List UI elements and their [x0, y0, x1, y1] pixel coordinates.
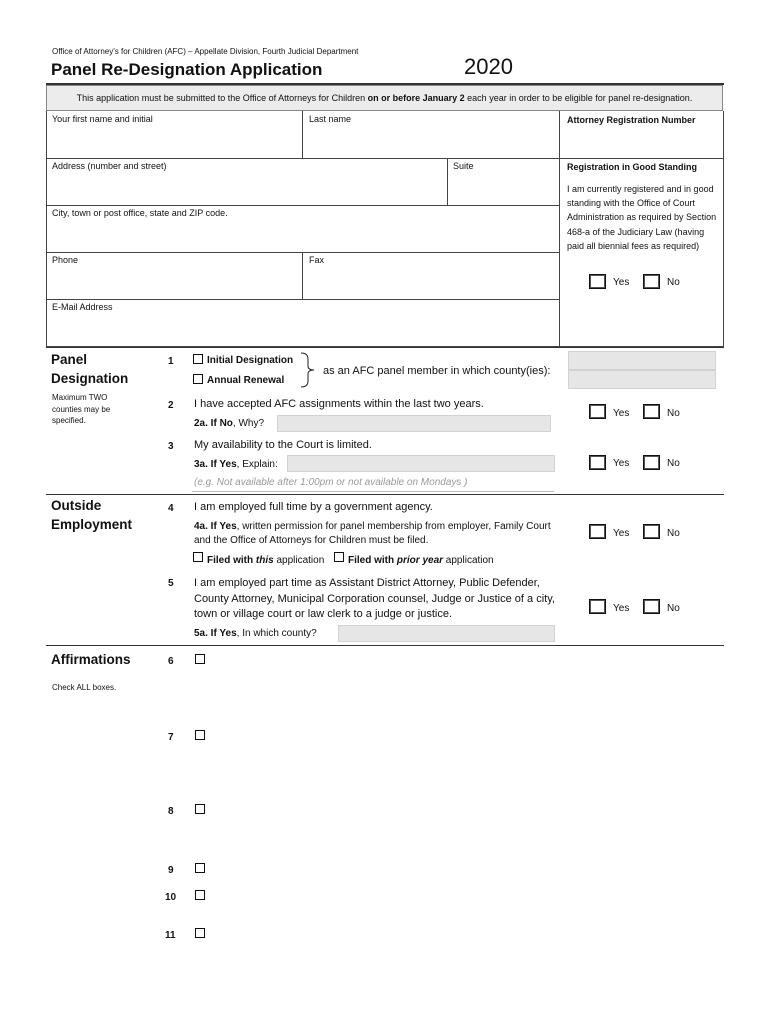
- question-5a-field[interactable]: [338, 625, 555, 642]
- yes-label: Yes: [613, 408, 630, 419]
- filed-this-year-label: Filed with this application: [207, 555, 325, 566]
- affirmation-8-checkbox[interactable]: [195, 804, 205, 814]
- address-field[interactable]: [47, 173, 446, 204]
- question-2-yes-checkbox[interactable]: [589, 404, 606, 419]
- panel-designation-note: Maximum TWO counties may be specified.: [52, 393, 111, 425]
- email-label: E-Mail Address: [52, 302, 113, 312]
- section-rule: [46, 645, 724, 646]
- affirmation-10-checkbox[interactable]: [195, 890, 205, 900]
- grid-row-line: [46, 252, 560, 253]
- question-5-yes-checkbox[interactable]: [589, 599, 606, 614]
- outside-employment-title: Outside Employment: [51, 498, 133, 532]
- yes-label: Yes: [613, 458, 630, 469]
- question-5-no-checkbox[interactable]: [643, 599, 660, 614]
- fax-field[interactable]: [303, 267, 558, 298]
- good-standing-text: I am currently registered and in good standing with the Office of Court Administration as required by Section 468-a of the Judiciary Law (having paid all biennial fees as required): [567, 184, 717, 251]
- question-4-yes-checkbox[interactable]: [589, 524, 606, 539]
- question-4-no-checkbox[interactable]: [643, 524, 660, 539]
- question-2a-field[interactable]: [277, 415, 551, 432]
- city-label: City, town or post office, state and ZIP code.: [52, 208, 228, 218]
- item-number: 4: [168, 503, 174, 514]
- item-number: 7: [168, 732, 174, 743]
- question-3-no-checkbox[interactable]: [643, 455, 660, 470]
- question-2-no-checkbox[interactable]: [643, 404, 660, 419]
- registration-number-label: Attorney Registration Number: [567, 115, 696, 125]
- question-4-text: I am employed full time by a government agency.: [194, 501, 433, 513]
- last-name-label: Last name: [309, 114, 352, 124]
- item-number: 11: [165, 930, 176, 941]
- grid-border-right: [723, 111, 724, 347]
- grid-row-line: [46, 158, 724, 159]
- question-5a-label: 5a. If Yes, In which county?: [194, 628, 317, 639]
- affirmation-6-checkbox[interactable]: [195, 654, 205, 664]
- affirmation-7-checkbox[interactable]: [195, 730, 205, 740]
- no-label: No: [667, 458, 680, 469]
- first-name-field[interactable]: [47, 126, 301, 157]
- organization-line: Office of Attorney's for Children (AFC) – Appellate Division, Fourth Judicial Department: [52, 47, 359, 56]
- item-number: 10: [165, 892, 177, 903]
- good-standing-title: Registration in Good Standing: [567, 162, 697, 172]
- item-number: 1: [168, 356, 174, 367]
- section-rule: [46, 347, 724, 348]
- no-label: No: [667, 408, 680, 419]
- question-3a-field[interactable]: [287, 455, 555, 472]
- county-1-field[interactable]: [568, 351, 716, 370]
- section-rule: [46, 494, 724, 495]
- question-3-example: (e.g. Not available after 1:00pm or not available on Mondays ): [194, 477, 468, 488]
- yes-label: Yes: [613, 277, 630, 288]
- yes-label: Yes: [613, 528, 630, 539]
- yes-label: Yes: [613, 603, 630, 614]
- phone-label: Phone: [52, 255, 79, 265]
- affirmations-note: Check ALL boxes.: [52, 683, 117, 692]
- county-prompt: as an AFC panel member in which county(ies):: [323, 365, 551, 377]
- question-3-text: My availability to the Court is limited.: [194, 439, 372, 451]
- grid-row-line: [46, 299, 560, 300]
- item-number: 9: [168, 865, 174, 876]
- no-label: No: [667, 528, 680, 539]
- item-number: 2: [168, 400, 174, 411]
- grid-divider: [559, 111, 560, 347]
- last-name-field[interactable]: [303, 126, 558, 157]
- no-label: No: [667, 277, 680, 288]
- annual-renewal-label: Annual Renewal: [207, 375, 285, 386]
- filed-prior-year-label: Filed with prior year application: [348, 555, 494, 566]
- county-2-field[interactable]: [568, 370, 716, 389]
- year: 2020: [464, 54, 513, 79]
- good-standing-no-checkbox[interactable]: [643, 274, 660, 289]
- city-field[interactable]: [47, 220, 558, 251]
- example-underline: [192, 491, 554, 492]
- suite-label: Suite: [453, 161, 474, 171]
- no-label: No: [667, 603, 680, 614]
- filed-this-year-checkbox[interactable]: [193, 552, 203, 562]
- address-label: Address (number and street): [52, 161, 167, 171]
- suite-field[interactable]: [448, 173, 558, 204]
- question-2-text: I have accepted AFC assignments within the last two years.: [194, 398, 484, 410]
- initial-designation-label: Initial Designation: [207, 355, 294, 366]
- first-name-label: Your first name and initial: [52, 114, 153, 124]
- page-title: Panel Re-Designation Application: [51, 60, 323, 79]
- affirmation-9-checkbox[interactable]: [195, 863, 205, 873]
- question-3-yes-checkbox[interactable]: [589, 455, 606, 470]
- item-number: 3: [168, 441, 174, 452]
- question-5-text: I am employed part time as Assistant District Attorney, Public Defender, County Attorney, Municipal Corporation counsel, Judge or Justice of a city, town or village court or law clerk to a judge or justice.: [194, 577, 555, 620]
- question-4a-text: 4a. If Yes, written permission for panel membership from employer, Family Court and the Office of Attorneys for Children must be filed.: [194, 521, 551, 546]
- fax-label: Fax: [309, 255, 325, 265]
- question-2a-label: 2a. If No, Why?: [194, 418, 265, 429]
- question-3a-label: 3a. If Yes, Explain:: [194, 459, 278, 470]
- filed-prior-year-checkbox[interactable]: [334, 552, 344, 562]
- initial-designation-checkbox[interactable]: [193, 354, 203, 364]
- item-number: 6: [168, 656, 174, 667]
- good-standing-yes-checkbox[interactable]: [589, 274, 606, 289]
- affirmations-title: Affirmations: [51, 652, 131, 667]
- panel-designation-title: Panel Designation: [51, 352, 129, 386]
- notice-text: This application must be submitted to the Office of Attorneys for Children on or before January 2 each year in order to be eligible for panel re-designation.: [76, 93, 693, 103]
- affirmation-11-checkbox[interactable]: [195, 928, 205, 938]
- annual-renewal-checkbox[interactable]: [193, 374, 203, 384]
- phone-field[interactable]: [47, 267, 301, 298]
- grid-row-line: [46, 205, 560, 206]
- right-brace-icon: [299, 352, 321, 388]
- item-number: 5: [168, 578, 174, 589]
- email-field[interactable]: [47, 314, 558, 345]
- item-number: 8: [168, 806, 174, 817]
- registration-number-field[interactable]: [561, 128, 722, 157]
